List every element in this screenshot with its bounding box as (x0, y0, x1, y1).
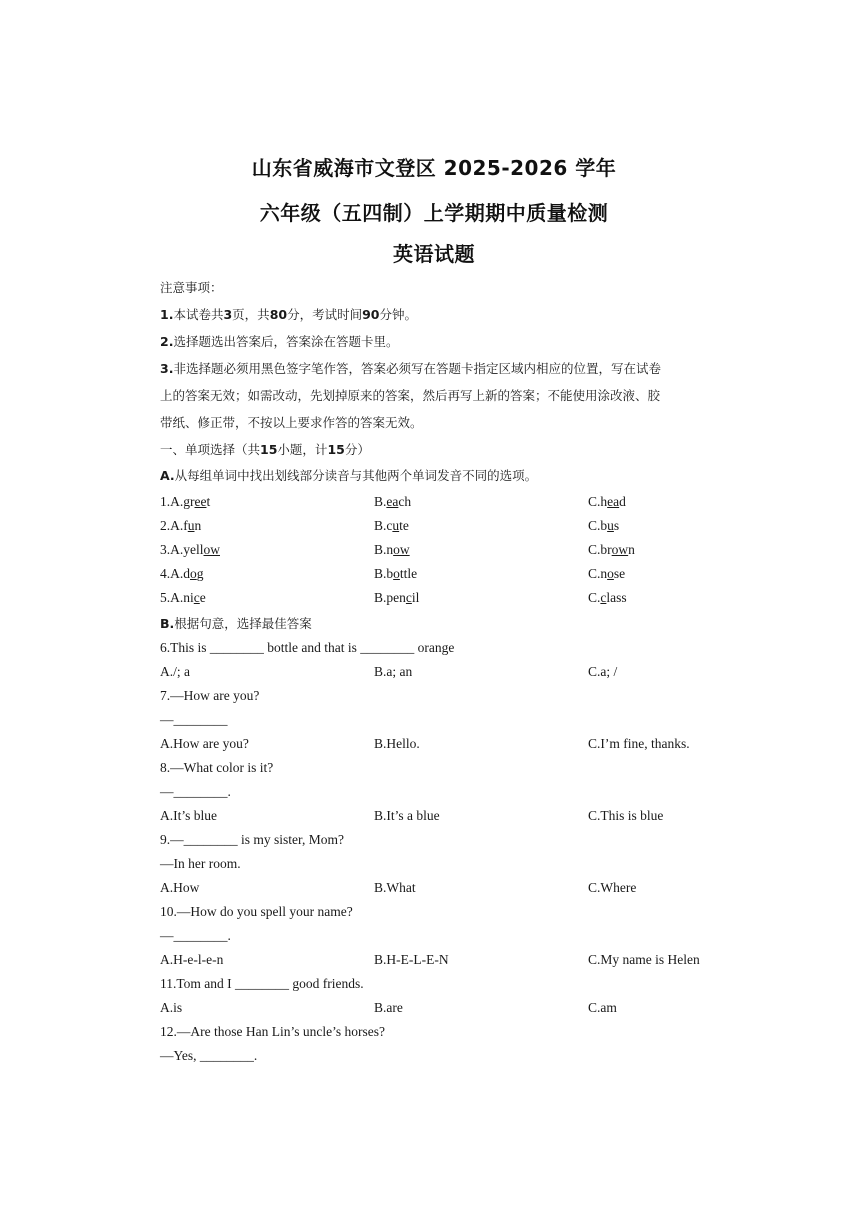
option-b: B.each (374, 494, 412, 509)
q8-option-b: B.It’s a blue (374, 808, 440, 823)
question-12: 12.—Are those Han Lin’s uncle’s horses? (160, 1024, 385, 1039)
q9-option-a: A.How (160, 880, 200, 895)
q7-option-a: A.How are you? (160, 736, 249, 751)
q10-option-c: C.My name is Helen (588, 952, 700, 967)
part-a-instruction: A.从每组单词中找出划线部分读音与其他两个单词发音不同的选项。 (160, 468, 538, 483)
q6-option-c: C.a; / (588, 664, 618, 679)
option-a: 5.A.nice (160, 590, 206, 605)
question-9-reply: —In her room. (160, 856, 241, 871)
q8-option-a: A.It’s blue (160, 808, 217, 823)
q7-option-b: B.Hello. (374, 736, 420, 751)
option-c: C.class (588, 590, 627, 605)
q11-option-b: B.are (374, 1000, 403, 1015)
section1-heading: 一、单项选择（共15小题，计15分） (160, 442, 370, 457)
question-10: 10.—How do you spell your name? (160, 904, 353, 919)
q10-option-a: A.H-e-l-e-n (160, 952, 224, 967)
note-3-line1: 3.非选择题必须用黑色签字笔作答，答案必须写在答题卡指定区域内相应的位置，写在试卷 (160, 361, 661, 376)
option-b: B.cute (374, 518, 409, 533)
option-c: C.bus (588, 518, 620, 533)
option-b: B.bottle (374, 566, 418, 581)
option-c: C.nose (588, 566, 626, 581)
q11-option-c: C.am (588, 1000, 617, 1015)
exam-title-line2: 六年级（五四制）上学期期中质量检测 (259, 201, 609, 225)
option-b: B.now (374, 542, 410, 557)
question-10-blank: —________. (160, 928, 231, 943)
question-7-blank: —________ (160, 712, 228, 727)
question-12-reply: —Yes, ________. (160, 1048, 258, 1063)
question-6: 6.This is ________ bottle and that is ________ orange (160, 640, 455, 655)
q7-option-c: C.I’m fine, thanks. (588, 736, 690, 751)
question-8-blank: —________. (160, 784, 231, 799)
exam-title-line3: 英语试题 (393, 242, 475, 266)
note-2: 2.选择题选出答案后，答案涂在答题卡里。 (160, 334, 399, 349)
option-c: C.head (588, 494, 626, 509)
question-7: 7.—How are you? (160, 688, 260, 703)
question-8: 8.—What color is it? (160, 760, 274, 775)
q9-option-b: B.What (374, 880, 416, 895)
option-a: 2.A.fun (160, 518, 202, 533)
q10-option-b: B.H-E-L-E-N (374, 952, 449, 967)
q8-option-c: C.This is blue (588, 808, 664, 823)
option-b: B.pencil (374, 590, 420, 605)
q9-option-c: C.Where (588, 880, 637, 895)
q11-option-a: A.is (160, 1000, 183, 1015)
note-1: 1.本试卷共3页，共80分，考试时间90分钟。 (160, 307, 418, 322)
option-a: 1.A.greet (160, 494, 211, 509)
question-11: 11.Tom and I ________ good friends. (160, 976, 364, 991)
notes-heading: 注意事项： (160, 280, 223, 295)
note-3-line3: 带纸、修正带，不按以上要求作答的答案无效。 (160, 415, 423, 430)
part-b-instruction: B.根据句意，选择最佳答案 (160, 616, 312, 631)
note-3-line2: 上的答案无效；如需改动，先划掉原来的答案，然后再写上新的答案；不能使用涂改液、胶 (160, 388, 661, 403)
q6-option-b: B.a; an (374, 664, 413, 679)
exam-title-line1: 山东省威海市文登区 2025-2026 学年 (251, 156, 617, 180)
question-9: 9.—________ is my sister, Mom? (160, 832, 344, 847)
option-c: C.brown (588, 542, 635, 557)
option-a: 3.A.yellow (160, 542, 220, 557)
q6-option-a: A./; a (160, 664, 190, 679)
option-a: 4.A.dog (160, 566, 204, 581)
